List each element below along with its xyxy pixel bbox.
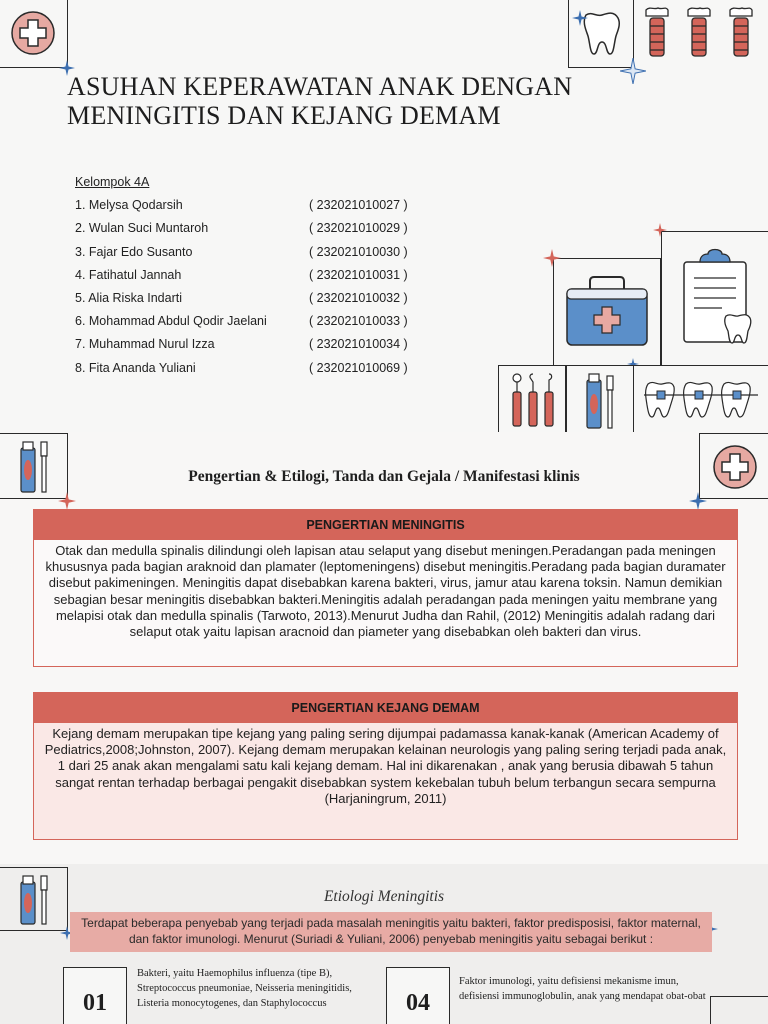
title-line-1: ASUHAN KEPERAWATAN ANAK DENGAN bbox=[67, 72, 573, 101]
panel-body: Kejang demam merupakan tipe kejang yang paling sering dijumpai padamassa kanak-kanak (American Academy of Pediatrics,2008;Johnston, 2007). Kejang demam merupakan kelainan neurologis yang paling sering terjadi pada anak, 1 dari 25 anak akan mengalami satu kali kejang demam. Hal ini dikarenakan , anak yang berusia dibawah 5 tahun sangat rentan terhadap berbagai pengakit disebabkan system kekebalan tubuh belum terbangun secara sempurna (Harjaningrum, 2011) bbox=[44, 726, 727, 806]
member-id: ( 232021010030 ) bbox=[309, 244, 408, 259]
item-text: Faktor imunologi, yaitu defisiensi mekanisme imun, defisiensi immunoglobulin, anak yang mendapat obat-obat bbox=[459, 976, 706, 1002]
member-id: ( 232021010032 ) bbox=[309, 291, 408, 306]
braces-teeth-icon bbox=[640, 378, 768, 422]
page-title bbox=[67, 72, 572, 130]
member-name: 1. Melysa Qodarsih bbox=[75, 198, 183, 213]
slide-etiology bbox=[0, 864, 768, 1024]
first-aid-kit-icon bbox=[554, 259, 662, 367]
sparkle-icon bbox=[653, 223, 667, 237]
intro-text: Terdapat beberapa penyebab yang terjadi pada masalah meningitis yaitu bakteri, faktor predisposisi, faktor maternal, dan faktor imunologi. Menurut (Suriadi & Yuliani, 2006) penyebab meningitis yaitu sebagai berikut : bbox=[70, 912, 712, 952]
section-heading: Etiologi Meningitis bbox=[323, 888, 445, 905]
dental-tools-box bbox=[498, 365, 566, 432]
first-aid-box bbox=[553, 258, 661, 366]
section-heading: Pengertian & Etilogi, Tanda dan Gejala / Manifestasi klinis bbox=[188, 468, 580, 485]
dental-tools-icon bbox=[499, 366, 567, 432]
member-name: 2. Wulan Suci Muntaroh bbox=[75, 221, 209, 236]
sparkle-icon bbox=[58, 492, 76, 510]
item-number-box: 04 bbox=[386, 967, 450, 1024]
clipboard-box bbox=[661, 231, 768, 366]
member-id: ( 232021010031 ) bbox=[309, 267, 408, 282]
plus-badge-box bbox=[699, 433, 768, 499]
list-item bbox=[75, 241, 408, 264]
dental-implants-icon bbox=[640, 4, 768, 62]
member-name: 3. Fajar Edo Susanto bbox=[75, 244, 193, 259]
sparkle-icon bbox=[620, 58, 646, 84]
member-id: ( 232021010027 ) bbox=[309, 198, 408, 213]
toothpaste-brush-icon bbox=[0, 434, 69, 500]
item-text: Bakteri, yaitu Haemophilus influenza (tipe B), Streptococcus pneumoniae, Neisseria meningitidis, Listeria monocytogenes, dan Staphylococcus bbox=[137, 968, 352, 1009]
plus-badge-box bbox=[0, 0, 68, 68]
list-item bbox=[75, 310, 408, 333]
sparkle-icon bbox=[689, 492, 707, 510]
slide-title bbox=[0, 0, 768, 432]
toothbrush-box bbox=[566, 365, 634, 432]
panel-body: Otak dan medulla spinalis dilindungi oleh lapisan atau selaput yang disebut meningen.Peradangan pada meningen khususnya pada bagian araknoid dan plamater (leptomeningens) disebut meningitis.Peradang pada bagian duramater disebut pakimeningen. Meningitis dapat disebabkan karena bakteri, virus, jamur atau karena toksin. Namun demikian sebagian besar meningitis disebabkan bakteri.Meningitis adalah peradangan pada meningen yaitu membrane yang melapisi otak dan medulla spinalis (Tarwoto, 2013).Menurut Judha dan Rahil, (2012) Meningitis adalah radang dari selaput otak yaitu lapisan aracnoid dan piameter yang disebabkan oleh bakteri dan virus. bbox=[45, 543, 726, 640]
member-name: 4. Fatihatul Jannah bbox=[75, 267, 182, 282]
member-id: ( 232021010033 ) bbox=[309, 314, 408, 329]
title-line-2: MENINGITIS DAN KEJANG DEMAM bbox=[67, 101, 501, 130]
member-name: 7. Muhammad Nurul Izza bbox=[75, 337, 215, 352]
medical-cross-icon bbox=[700, 434, 768, 500]
list-item bbox=[75, 357, 408, 380]
member-id: ( 232021010069 ) bbox=[309, 360, 408, 375]
member-id: ( 232021010034 ) bbox=[309, 337, 408, 352]
clipboard-icon bbox=[662, 232, 768, 367]
slide-definitions bbox=[0, 432, 768, 864]
member-name: 5. Alia Riska Indarti bbox=[75, 291, 182, 306]
item-number-box: 01 bbox=[63, 967, 127, 1024]
panel-title: PENGERTIAN KEJANG DEMAM bbox=[34, 693, 737, 723]
panel-title: PENGERTIAN MENINGITIS bbox=[34, 510, 737, 540]
sparkle-icon bbox=[543, 249, 561, 267]
member-name: 8. Fita Ananda Yuliani bbox=[75, 360, 196, 375]
member-list bbox=[75, 171, 408, 380]
list-item bbox=[75, 264, 408, 287]
list-item bbox=[75, 287, 408, 310]
group-label: Kelompok 4A bbox=[75, 175, 150, 189]
sparkle-icon bbox=[572, 10, 588, 26]
medical-cross-icon bbox=[0, 0, 69, 69]
corner-deco-box bbox=[710, 996, 768, 1024]
list-item bbox=[75, 194, 408, 217]
toothbrush-box bbox=[0, 433, 68, 499]
list-item bbox=[75, 217, 408, 240]
member-id: ( 232021010029 ) bbox=[309, 221, 408, 236]
member-name: 6. Mohammad Abdul Qodir Jaelani bbox=[75, 314, 267, 329]
panel-meningitis bbox=[33, 509, 738, 667]
panel-kejang-demam bbox=[33, 692, 738, 840]
list-item bbox=[75, 333, 408, 356]
toothpaste-brush-icon bbox=[567, 366, 635, 432]
